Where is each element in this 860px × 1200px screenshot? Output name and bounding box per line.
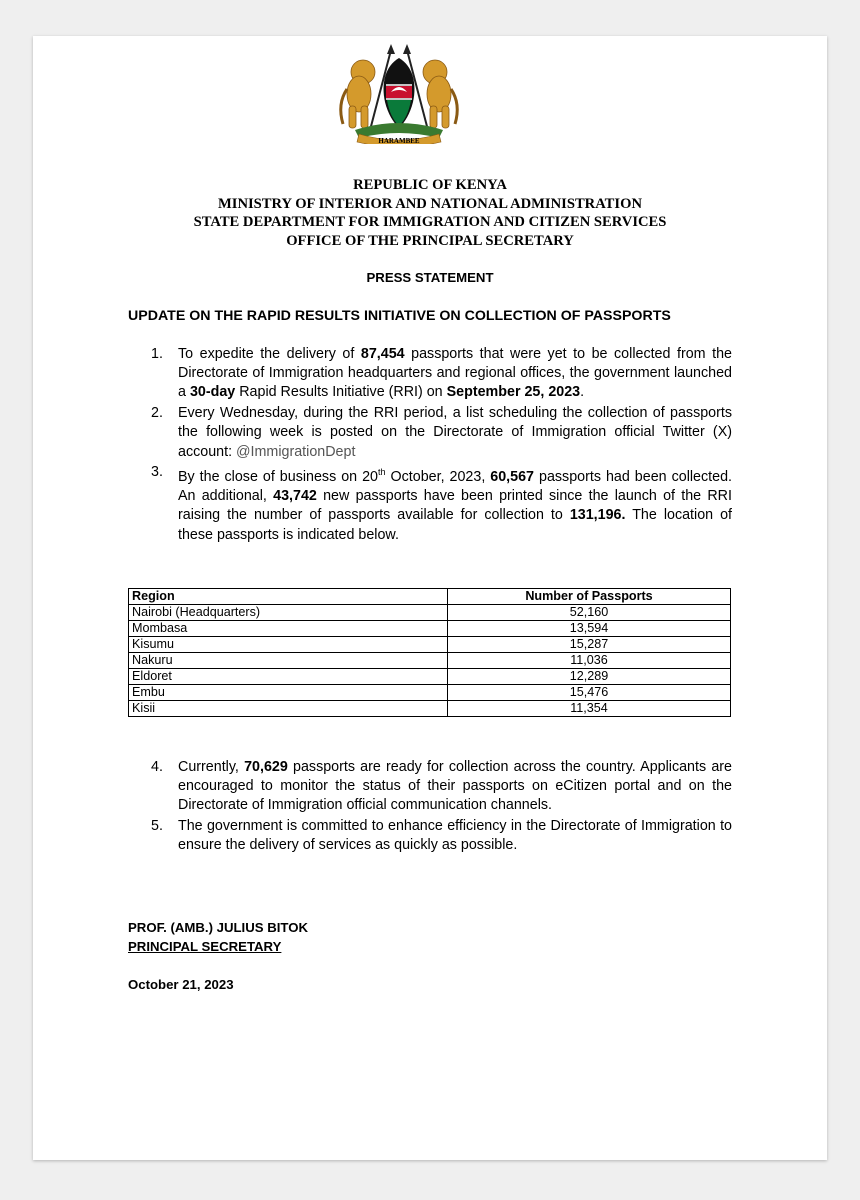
item-number: 3. (151, 464, 163, 481)
region-cell: Nairobi (Headquarters) (129, 605, 448, 621)
coat-of-arms-emblem (329, 44, 469, 144)
statement-item-4 (128, 758, 732, 816)
item-bold: 70,629 (244, 759, 288, 775)
table-row (129, 637, 731, 653)
item-bold: September 25, 2023 (446, 384, 581, 401)
item-text: passports that were yet to be collected from the Directorate of Immigration headquarters and regional offices, the government launched a (178, 346, 732, 401)
column-header-count: Number of Passports (448, 589, 731, 605)
press-statement-label: PRESS STATEMENT (366, 270, 494, 285)
item-text: new passports have been printed since the launch of the RRI raising the number of passports available for collection to (178, 488, 732, 524)
item-text: . (580, 384, 585, 401)
table-row (129, 605, 731, 621)
item-text: Rapid Results Initiative (RRI) on (235, 384, 447, 401)
heading-office: OFFICE OF THE PRINCIPAL SECRETARY (286, 232, 574, 249)
item-number: 1. (151, 346, 163, 362)
item-text: The location of these passports is indicated below. (178, 507, 732, 543)
statement-list-bottom (128, 758, 732, 857)
motto-text: HARAMBEE (378, 137, 420, 144)
item-text: passports are ready for collection across the country. Applicants are encouraged to monitor the status of their passports on eCitizen portal and on the Directorate of Immigration official communication channels. (178, 759, 732, 814)
item-number: 5. (151, 818, 163, 835)
region-cell: Eldoret (129, 669, 448, 685)
statement-item-1 (128, 345, 732, 403)
table-row (129, 653, 731, 669)
item-bold: 30-day (189, 384, 236, 401)
region-cell: Nakuru (129, 653, 448, 669)
signatory-name: PROF. (AMB.) JULIUS BITOK (128, 920, 308, 935)
item-text: Every Wednesday, during the RRI period, a list scheduling the collection of passports the following week is posted on the Directorate of Immigration official Twitter (X) account: (178, 405, 732, 460)
region-cell: Kisii (129, 701, 448, 717)
count-cell: 13,594 (448, 621, 731, 637)
count-cell: 15,476 (448, 685, 731, 701)
item-text: The government is committed to enhance efficiency in the Directorate of Immigration to ensure the delivery of services as quickly as possible. (178, 818, 732, 854)
count-cell: 11,354 (448, 701, 731, 717)
item-number: 4. (151, 759, 163, 775)
table-row (129, 669, 731, 685)
region-cell: Mombasa (129, 621, 448, 637)
table-row (129, 621, 731, 637)
document-title: UPDATE ON THE RAPID RESULTS INITIATIVE ON COLLECTION OF PASSPORTS (128, 308, 671, 324)
count-cell: 15,287 (448, 637, 731, 653)
statement-item-3 (128, 463, 732, 545)
column-header-region: Region (129, 589, 448, 605)
table-row (129, 685, 731, 701)
item-bold: 60,567 (490, 468, 535, 485)
count-cell: 12,289 (448, 669, 731, 685)
twitter-handle: @ImmigrationDept (236, 443, 356, 460)
item-superscript: th (378, 467, 386, 478)
statement-item-2 (128, 404, 732, 462)
region-cell: Kisumu (129, 637, 448, 653)
item-text: To expedite the delivery of (178, 346, 361, 362)
item-text: passports had been collected. An additional, (178, 468, 732, 505)
item-text: By the close of business on 20 (178, 468, 378, 485)
statement-list-top (128, 345, 732, 546)
item-text: Currently, (178, 759, 245, 775)
statement-date: October 21, 2023 (128, 977, 234, 992)
heading-ministry: MINISTRY OF INTERIOR AND NATIONAL ADMINISTRATION (218, 195, 642, 212)
heading-republic: REPUBLIC OF KENYA (353, 177, 507, 193)
signatory-position: PRINCIPAL SECRETARY (128, 939, 282, 954)
item-number: 2. (151, 405, 163, 422)
table-row (129, 701, 731, 717)
item-text: October, 2023, (385, 468, 491, 485)
item-bold: 131,196. (569, 507, 626, 524)
document-page (33, 36, 827, 1160)
passport-location-table (128, 588, 731, 717)
region-cell: Embu (129, 685, 448, 701)
heading-state-department: STATE DEPARTMENT FOR IMMIGRATION AND CITIZEN SERVICES (193, 214, 667, 230)
item-bold: 43,742 (273, 488, 317, 505)
statement-item-5 (128, 817, 732, 855)
count-cell: 52,160 (448, 605, 731, 621)
table-header-row (129, 589, 731, 605)
count-cell: 11,036 (448, 653, 731, 669)
item-bold: 87,454 (360, 346, 405, 362)
